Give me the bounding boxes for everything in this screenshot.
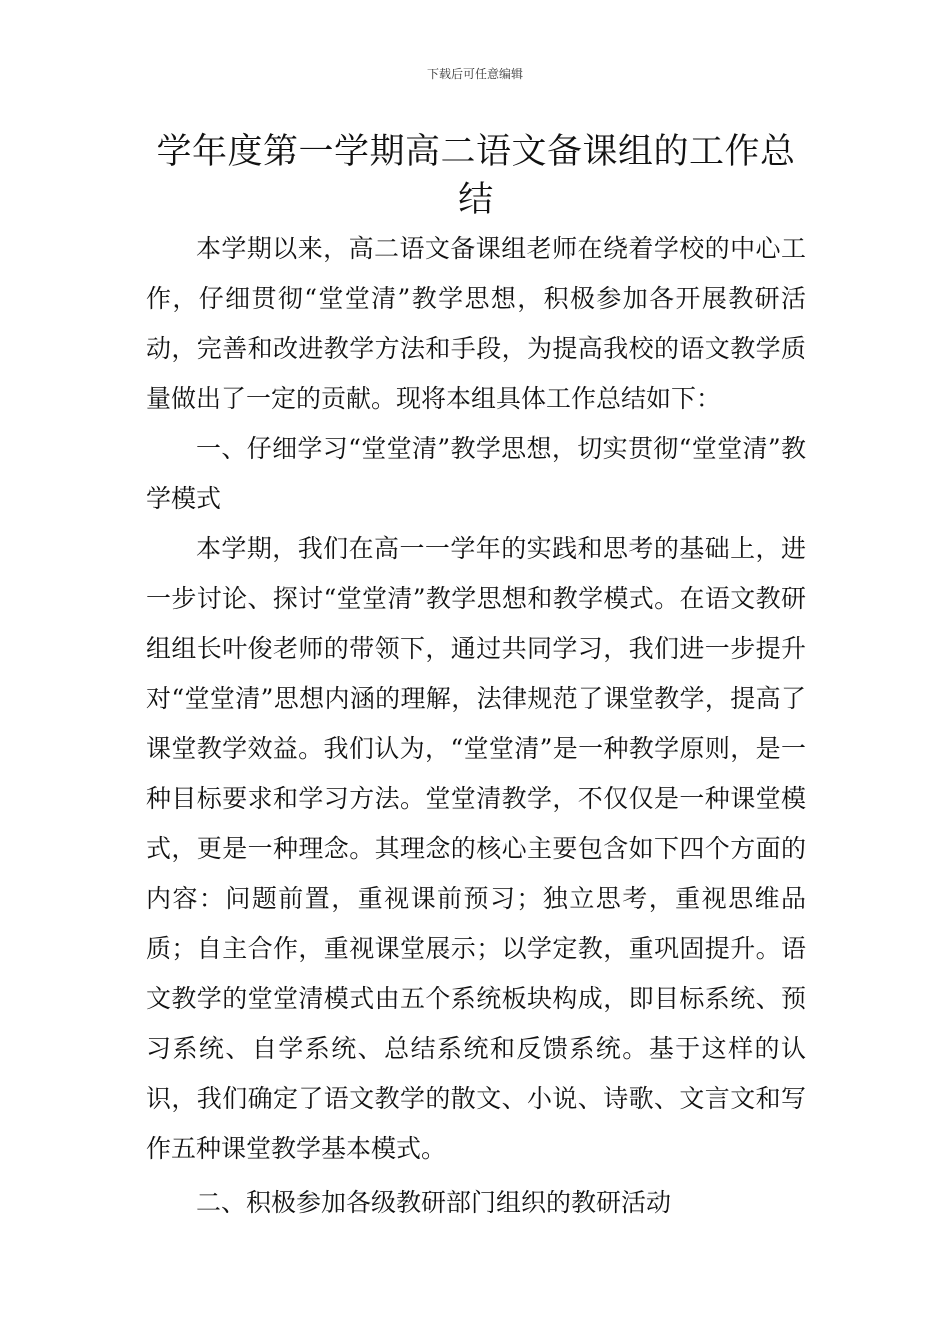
section-heading-1: 一、仔细学习“堂堂清”教学思想，切实贯彻“堂堂清”教学模式 [146,434,806,513]
header-note: 下载后可任意编辑 [426,67,523,81]
document-title: 学年度第一学期高二语文备课组的工作总结 [156,132,796,220]
intro-paragraph: 本学期以来，高二语文备课组老师在绕着学校的中心工作，仔细贯彻“堂堂清”教学思想，积极参加各开展教研活动，完善和改进教学方法和手段，为提高我校的语文教学质量做出了一定的贡献。现将本组具体工作总结如下： [146,234,806,413]
section-heading-2: 二、积极参加各级教研部门组织的教研活动 [196,1188,672,1217]
section-1-paragraph: 本学期，我们在高一一学年的实践和思考的基础上，进一步讨论、探讨“堂堂清”教学思想和教学模式。在语文教研组组长叶俊老师的带领下，通过共同学习，我们进一步提升对“堂堂清”思想内涵的理解，法律规范了课堂教学，提高了课堂教学效益。我们认为，“堂堂清”是一种教学原则，是一种目标要求和学习方法。堂堂清教学，不仅仅是一种课堂模式，更是一种理念。其理念的核心主要包含如下四个方面的内容：问题前置，重视课前预习；独立思考，重视思维品质；自主合作，重视课堂展示；以学定教，重巩固提升。语文教学的堂堂清模式由五个系统板块构成，即目标系统、预习系统、自学系统、总结系统和反馈系统。基于这样的认识，我们确定了语文教学的散文、小说、诗歌、文言文和写作五种课堂教学基本模式。 [146,534,806,1163]
document-body [146,224,806,1228]
